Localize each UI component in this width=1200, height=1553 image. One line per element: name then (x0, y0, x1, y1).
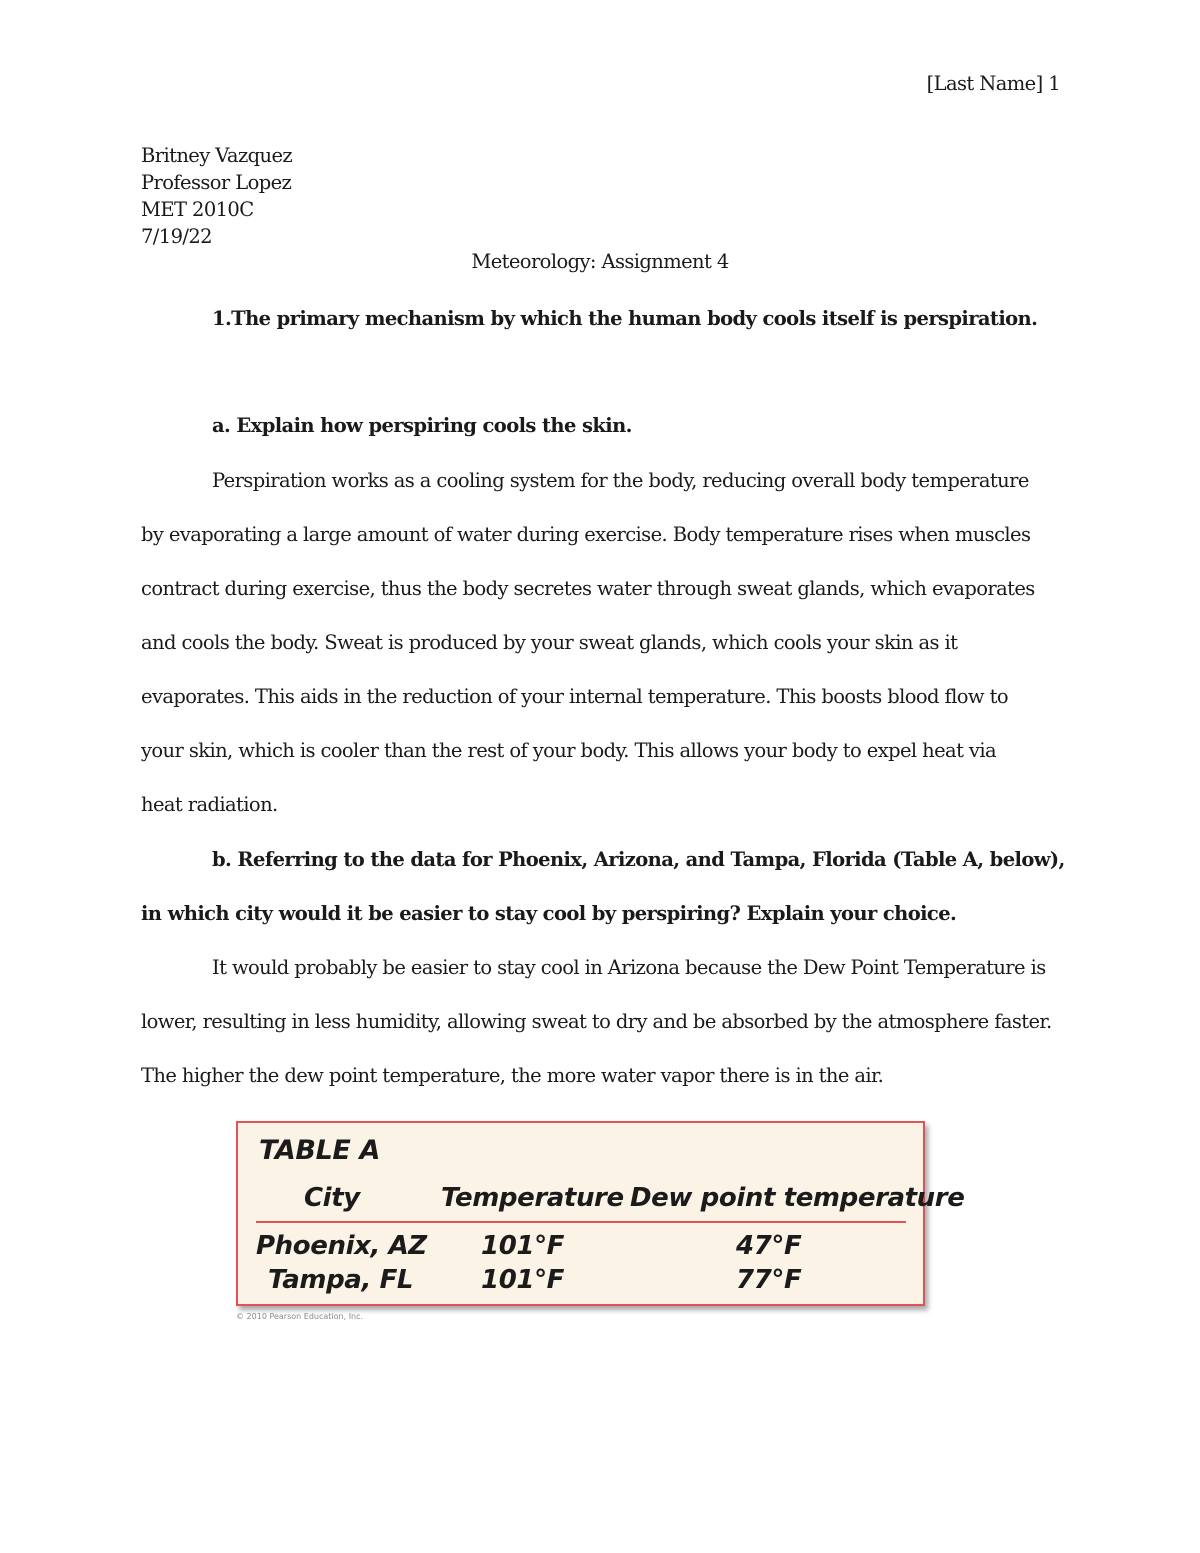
question-1: 1.The primary mechanism by which the human body cools itself is perspiration. (212, 307, 1038, 330)
answer-a-line: contract during exercise, thus the body secretes water through sweat glands, which evaporates (141, 577, 1035, 600)
page-header: [Last Name] 1 (926, 72, 1060, 95)
question-a: a. Explain how perspiring cools the skin. (212, 414, 632, 437)
table-header-rule (256, 1221, 906, 1223)
table-credit: © 2010 Pearson Education, Inc. (236, 1312, 364, 1321)
table-header-city: City (304, 1183, 360, 1213)
answer-b-line: It would probably be easier to stay cool in Arizona because the Dew Point Temperature is (212, 956, 1046, 979)
answer-a-line: evaporates. This aids in the reduction of your internal temperature. This boosts blood flow to (141, 685, 1008, 708)
table-cell-city: Phoenix, AZ (256, 1231, 427, 1261)
answer-a-line: Perspiration works as a cooling system for the body, reducing overall body temperature (212, 469, 1029, 492)
answer-b-line: The higher the dew point temperature, the more water vapor there is in the air. (141, 1064, 884, 1087)
table-header-dew-point: Dew point temperature (630, 1183, 965, 1213)
table-cell-temperature: 101°F (481, 1265, 565, 1295)
question-b-line: b. Referring to the data for Phoenix, Arizona, and Tampa, Florida (Table A, below), (212, 848, 1065, 871)
student-name: Britney Vazquez (141, 144, 293, 167)
course-code: MET 2010C (141, 198, 254, 221)
professor-name: Professor Lopez (141, 171, 292, 194)
table-cell-dew-point: 77°F (736, 1265, 802, 1295)
answer-a-line: heat radiation. (141, 793, 278, 816)
answer-b-line: lower, resulting in less humidity, allowing sweat to dry and be absorbed by the atmosphere faster. (141, 1010, 1052, 1033)
question-b-line: in which city would it be easier to stay cool by perspiring? Explain your choice. (141, 902, 957, 925)
table-title: TABLE A (259, 1135, 380, 1166)
answer-a-line: and cools the body. Sweat is produced by your sweat glands, which cools your skin as it (141, 631, 958, 654)
table-cell-city: Tampa, FL (268, 1265, 414, 1295)
table-a-image (236, 1121, 965, 1306)
table-header-temperature: Temperature (441, 1183, 624, 1213)
answer-a-line: your skin, which is cooler than the rest of your body. This allows your body to expel heat via (141, 739, 996, 762)
table-cell-temperature: 101°F (481, 1231, 565, 1261)
answer-a-line: by evaporating a large amount of water during exercise. Body temperature rises when muscles (141, 523, 1031, 546)
document-title: Meteorology: Assignment 4 (471, 250, 729, 273)
date: 7/19/22 (141, 225, 212, 248)
table-cell-dew-point: 47°F (736, 1231, 802, 1261)
